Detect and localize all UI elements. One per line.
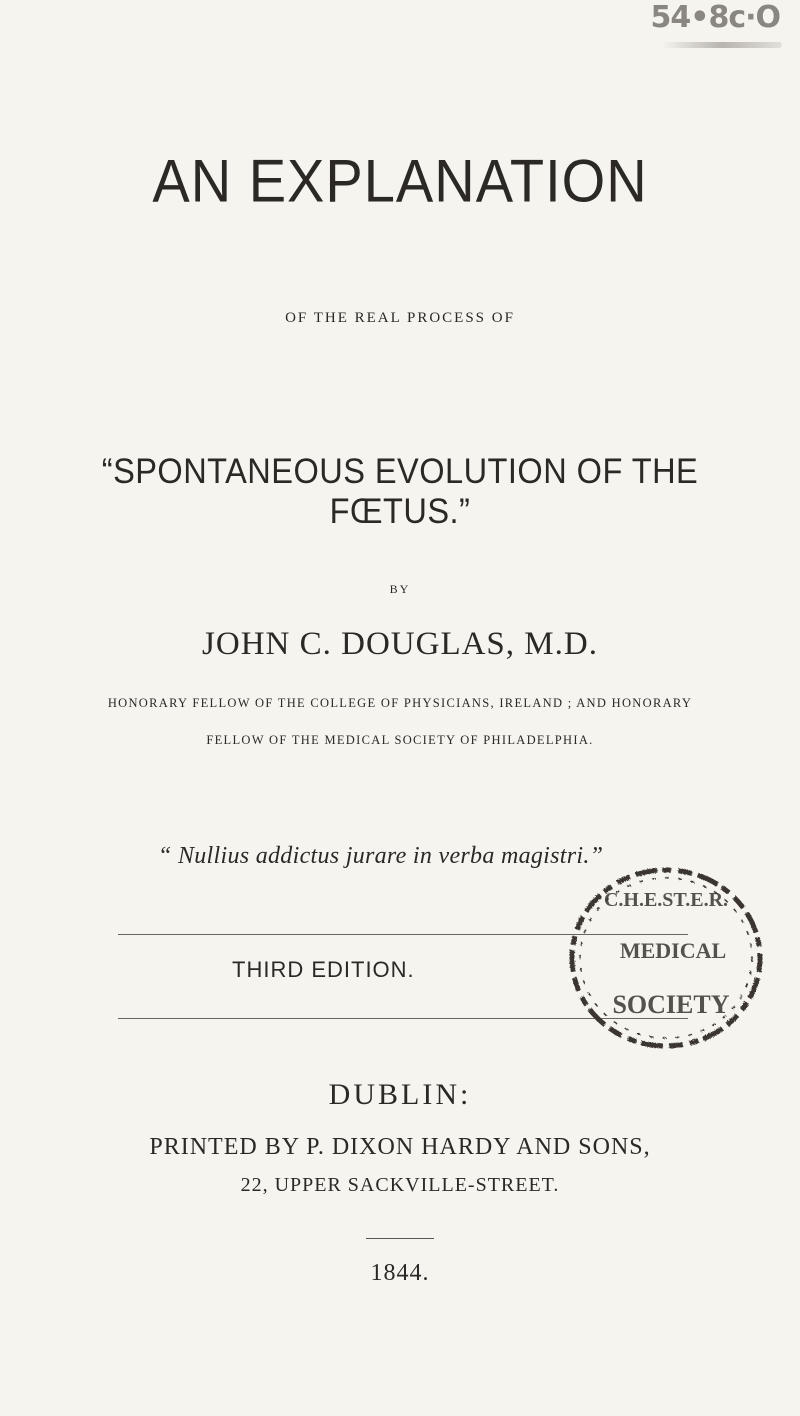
stamp-text-top: C.H.E.ST.E.R. xyxy=(603,889,729,911)
edition-label: THIRD EDITION. xyxy=(232,957,415,982)
imprint-address: 22, UPPER SACKVILLE-STREET. xyxy=(240,1174,560,1196)
date-rule xyxy=(366,1238,434,1239)
imprint-city: DUBLIN: xyxy=(328,1078,472,1111)
book-title: AN EXPLANATION xyxy=(152,146,648,215)
by-line: BY xyxy=(389,582,411,596)
latin-motto: “ Nullius addictus jurare in verba magistri.” xyxy=(158,843,604,869)
subtitle: OF THE REAL PROCESS OF xyxy=(285,310,515,326)
author-honors-line-2: FELLOW OF THE MEDICAL SOCIETY OF PHILADELPHIA. xyxy=(206,733,594,747)
imprint-printer: PRINTED BY P. DIXON HARDY AND SONS, xyxy=(149,1134,651,1160)
author-honors-line-1: HONORARY FELLOW OF THE COLLEGE OF PHYSICIANS, IRELAND ; AND HONORARY xyxy=(107,696,693,710)
shelfmark-underline xyxy=(662,42,782,48)
stamp-text-bottom: SOCIETY xyxy=(612,990,730,1019)
library-stamp xyxy=(561,858,771,1058)
shelfmark: 54•8c·O xyxy=(650,0,780,35)
main-title: “SPONTANEOUS EVOLUTION OF THE FŒTUS.” xyxy=(101,452,699,531)
stamp-text-middle: MEDICAL xyxy=(619,938,727,963)
publication-year: 1844. xyxy=(370,1260,430,1286)
author-name: JOHN C. DOUGLAS, M.D. xyxy=(202,626,598,662)
